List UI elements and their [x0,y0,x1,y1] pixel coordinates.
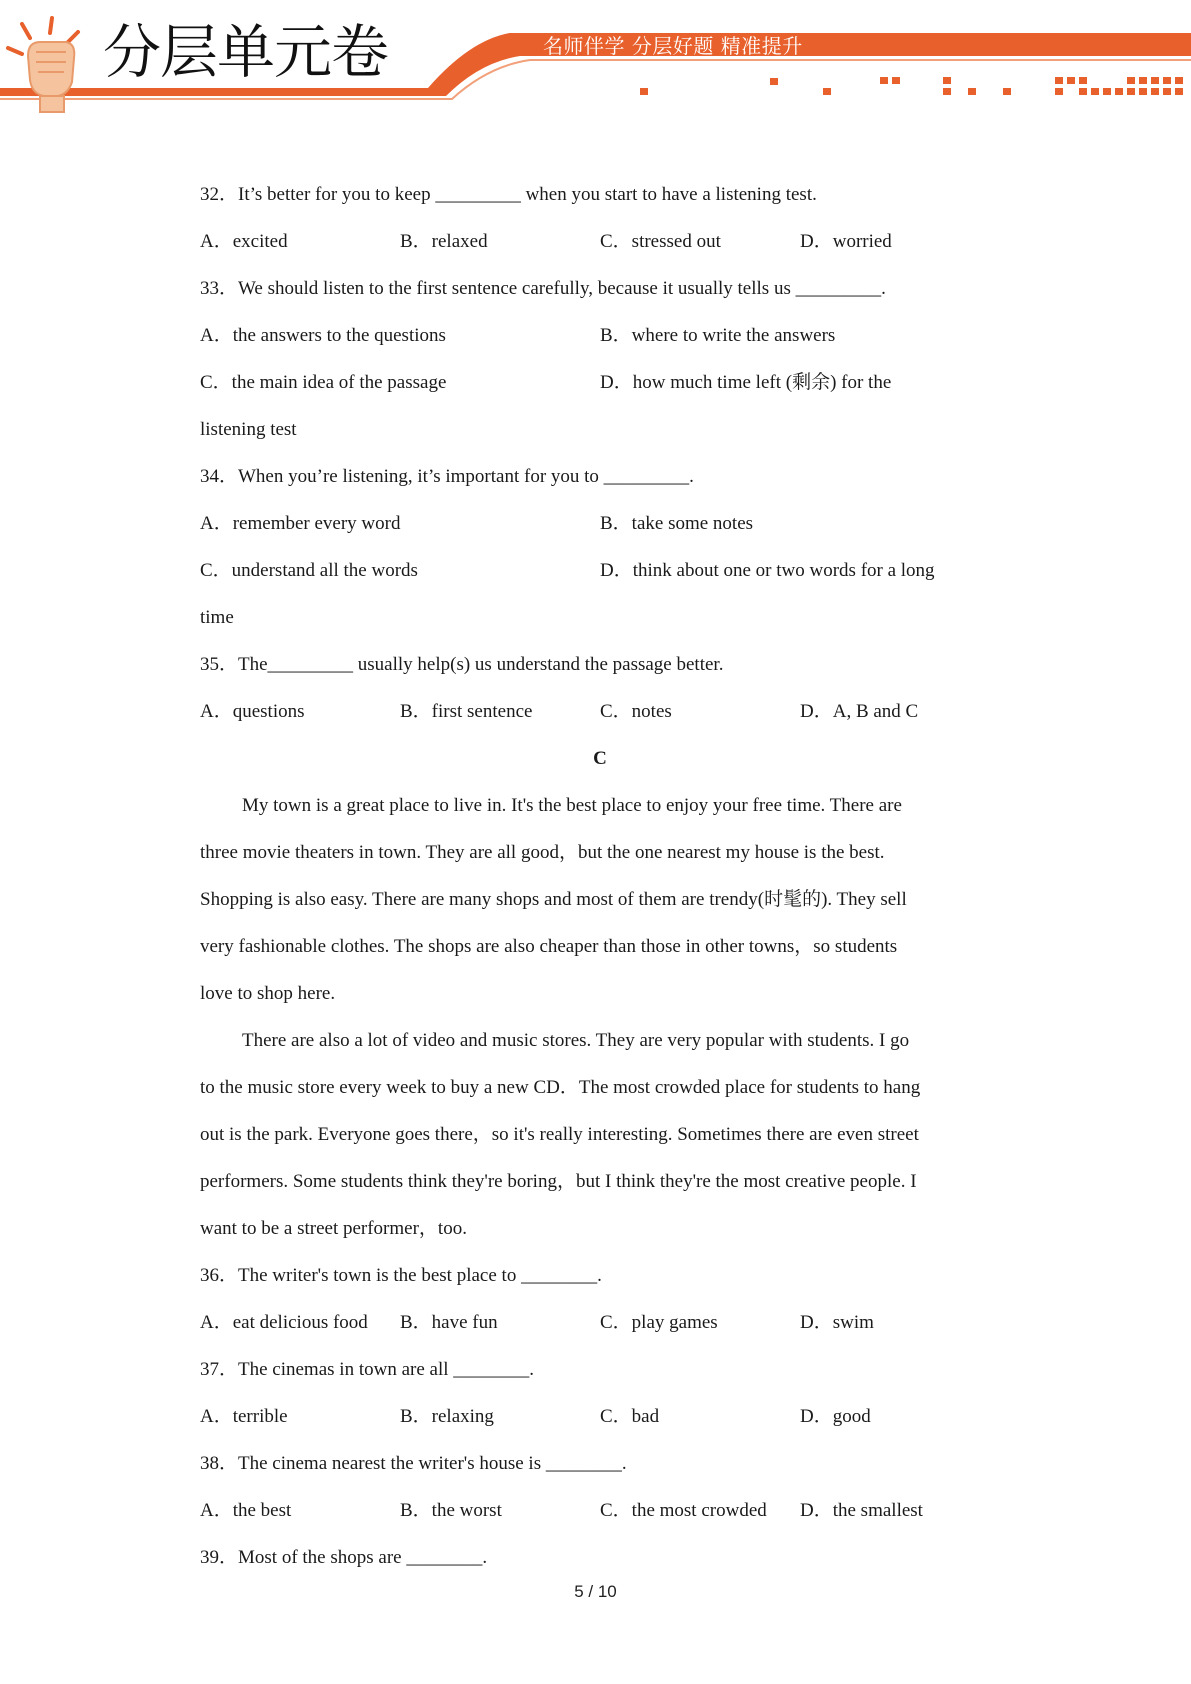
answer-option: A．questions [200,701,305,722]
answer-option: C．understand all the words [200,560,418,581]
text-line: love to shop here. [200,983,336,1004]
fist-icon [8,18,78,112]
text-line: time [200,607,234,628]
answer-option: D．the smallest [800,1500,923,1521]
answer-option: C．bad [600,1406,660,1427]
answer-options [200,554,1000,601]
answer-option: C．the main idea of the passage [200,372,447,393]
worksheet-content [200,178,1000,1588]
answer-option: A．terrible [200,1406,288,1427]
answer-option: B．first sentence [400,701,533,722]
answer-option: B．the worst [400,1500,502,1521]
answer-option: C．notes [600,701,672,722]
text-line: 39．Most of the shops are ________. [200,1547,488,1568]
header-tagline: 名师伴学 分层好题 精准提升 [543,34,803,58]
answer-options [200,1306,1000,1353]
answer-option: D．good [800,1406,871,1427]
answer-option: B．where to write the answers [600,325,836,346]
answer-option: C．stressed out [600,231,721,252]
text-line: 35．The_________ usually help(s) us understand the passage better. [200,654,724,675]
text-line: to the music store every week to buy a new CD．The most crowded place for students to hang [200,1077,921,1098]
answer-option: B．take some notes [600,513,754,534]
answer-option: B．relaxing [400,1406,494,1427]
answer-option: C．play games [600,1312,718,1333]
passage-line: There are also a lot of video and music stores. They are very popular with students. I go [242,1030,910,1051]
text-line: 33．We should listen to the first sentence carefully, because it usually tells us _________. [200,278,886,299]
text-line: three movie theaters in town. They are all good，but the one nearest my house is the best. [200,842,885,863]
answer-option: B．have fun [400,1312,498,1333]
answer-option: D．A, B and C [800,701,919,722]
text-line: 37．The cinemas in town are all ________. [200,1359,535,1380]
text-line: 32．It’s better for you to keep _________ when you start to have a listening test. [200,184,817,205]
answer-option: A．eat delicious food [200,1312,368,1333]
answer-options [200,1400,1000,1447]
answer-option: A．the best [200,1500,292,1521]
answer-options [200,1494,1000,1541]
answer-options [200,507,1000,554]
answer-options [200,695,1000,742]
text-line: want to be a street performer，too. [200,1218,467,1239]
answer-option: A．excited [200,231,288,252]
section-title: C [593,748,607,769]
answer-options [200,319,1000,366]
answer-option: C．the most crowded [600,1500,767,1521]
page-number: 5 / 10 [574,1582,617,1601]
text-line: 38．The cinema nearest the writer's house is ________. [200,1453,627,1474]
answer-options [200,366,1000,413]
text-line: very fashionable clothes. The shops are also cheaper than those in other towns，so students [200,936,898,957]
answer-options [200,225,1000,272]
brand-title: 分层单元卷 [103,18,389,86]
answer-option: D．worried [800,231,892,252]
answer-option: A．remember every word [200,513,401,534]
answer-option: D．swim [800,1312,874,1333]
text-line: out is the park. Everyone goes there，so it's really interesting. Sometimes there are even street [200,1124,919,1145]
passage-line: My town is a great place to live in. It's the best place to enjoy your free time. There are [242,795,902,816]
text-line: 36．The writer's town is the best place to ________. [200,1265,602,1286]
text-line: Shopping is also easy. There are many shops and most of them are trendy(时髦的). They sell [200,889,907,910]
text-line: listening test [200,419,297,440]
answer-option: D．how much time left (剩余) for the [600,372,892,393]
page-header [0,0,1191,120]
text-line: performers. Some students think they're boring，but I think they're the most creative people. I [200,1171,917,1192]
answer-option: D．think about one or two words for a long [600,560,935,581]
answer-option: B．relaxed [400,231,488,252]
text-line: 34．When you’re listening, it’s important for you to _________. [200,466,694,487]
answer-option: A．the answers to the questions [200,325,446,346]
